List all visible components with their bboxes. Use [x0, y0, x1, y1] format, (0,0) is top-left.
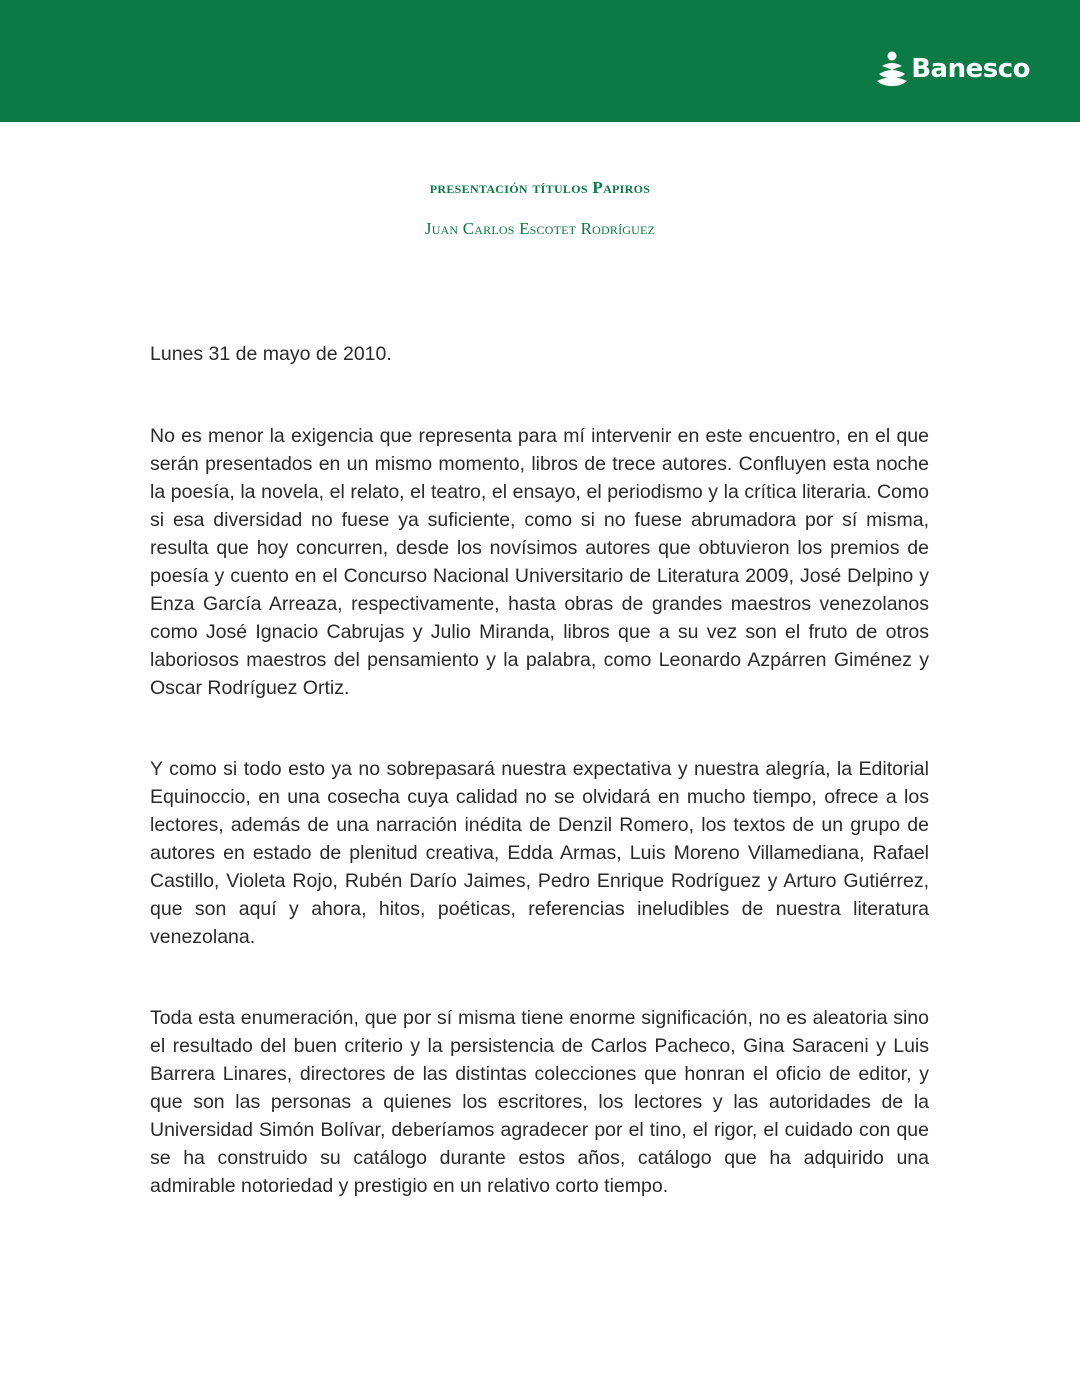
paragraph: No es menor la exigencia que representa para mí intervenir en este encuentro, en el que serán presentados en un mismo momento, libros de trece autores. Confluyen esta noche la poesía, la novela, el relato, el teatro, el ensayo, el periodismo y la crítica literaria. Como si esa diversidad no fuese ya suficiente, como si no fuese abrumadora por sí misma, resulta que hoy concurren, desde los novísimos autores que obtuvieron los premios de poesía y cuento en el Concurso Nacional Universitario de Literatura 2009, José Delpino y Enza García Arreaza, respectivamente, hasta obras de grandes maestros venezolanos como José Ignacio Cabrujas y Julio Miranda, libros que a su vez son el fruto de otros laboriosos maestros del pensamiento y la palabra, como Leonardo Azpárren Giménez y Oscar Rodríguez Ortiz. — [150, 425, 929, 699]
brand-logo — [875, 50, 1030, 88]
brand-name: Banesco — [911, 54, 1030, 84]
presentation-name: Papiros — [592, 178, 651, 197]
speech-date: Lunes 31 de mayo de 2010. — [150, 343, 392, 365]
banesco-logo-icon — [875, 50, 909, 88]
author-name: Juan Carlos Escotet Rodríguez — [424, 219, 656, 238]
speech-body — [150, 340, 929, 1253]
presentation-prefix: presentación títulos — [429, 178, 588, 197]
presentation-title — [0, 178, 1080, 198]
paragraph: Toda esta enumeración, que por sí misma tiene enorme significación, no es aleatoria sino el resultado del buen criterio y la persistencia de Carlos Pacheco, Gina Saraceni y Luis Barrera Linares, directores de las distintas colecciones que honran el oficio de editor, y que son las personas a quienes los escritores, los lectores y las autoridades de la Universidad Simón Bolívar, deberíamos agradecer por el tino, el rigor, el cuidado con que se ha construido su catálogo durante estos años, catálogo que ha adquirido una admirable notoriedad y prestigio en un relativo corto tiempo. — [150, 1007, 929, 1197]
paragraph: Y como si todo esto ya no sobrepasará nuestra expectativa y nuestra alegría, la Editorial Equinoccio, en una cosecha cuya calidad no se olvidará en mucho tiempo, ofrece a los lectores, además de una narración inédita de Denzil Romero, los textos de un grupo de autores en estado de plenitud creativa, Edda Armas, Luis Moreno Villamediana, Rafael Castillo, Violeta Rojo, Rubén Darío Jaimes, Pedro Enrique Rodríguez y Arturo Gutiérrez, que son aquí y ahora, hitos, poéticas, referencias ineludibles de nuestra literatura venezolana. — [150, 758, 929, 948]
header-bar — [0, 0, 1080, 122]
